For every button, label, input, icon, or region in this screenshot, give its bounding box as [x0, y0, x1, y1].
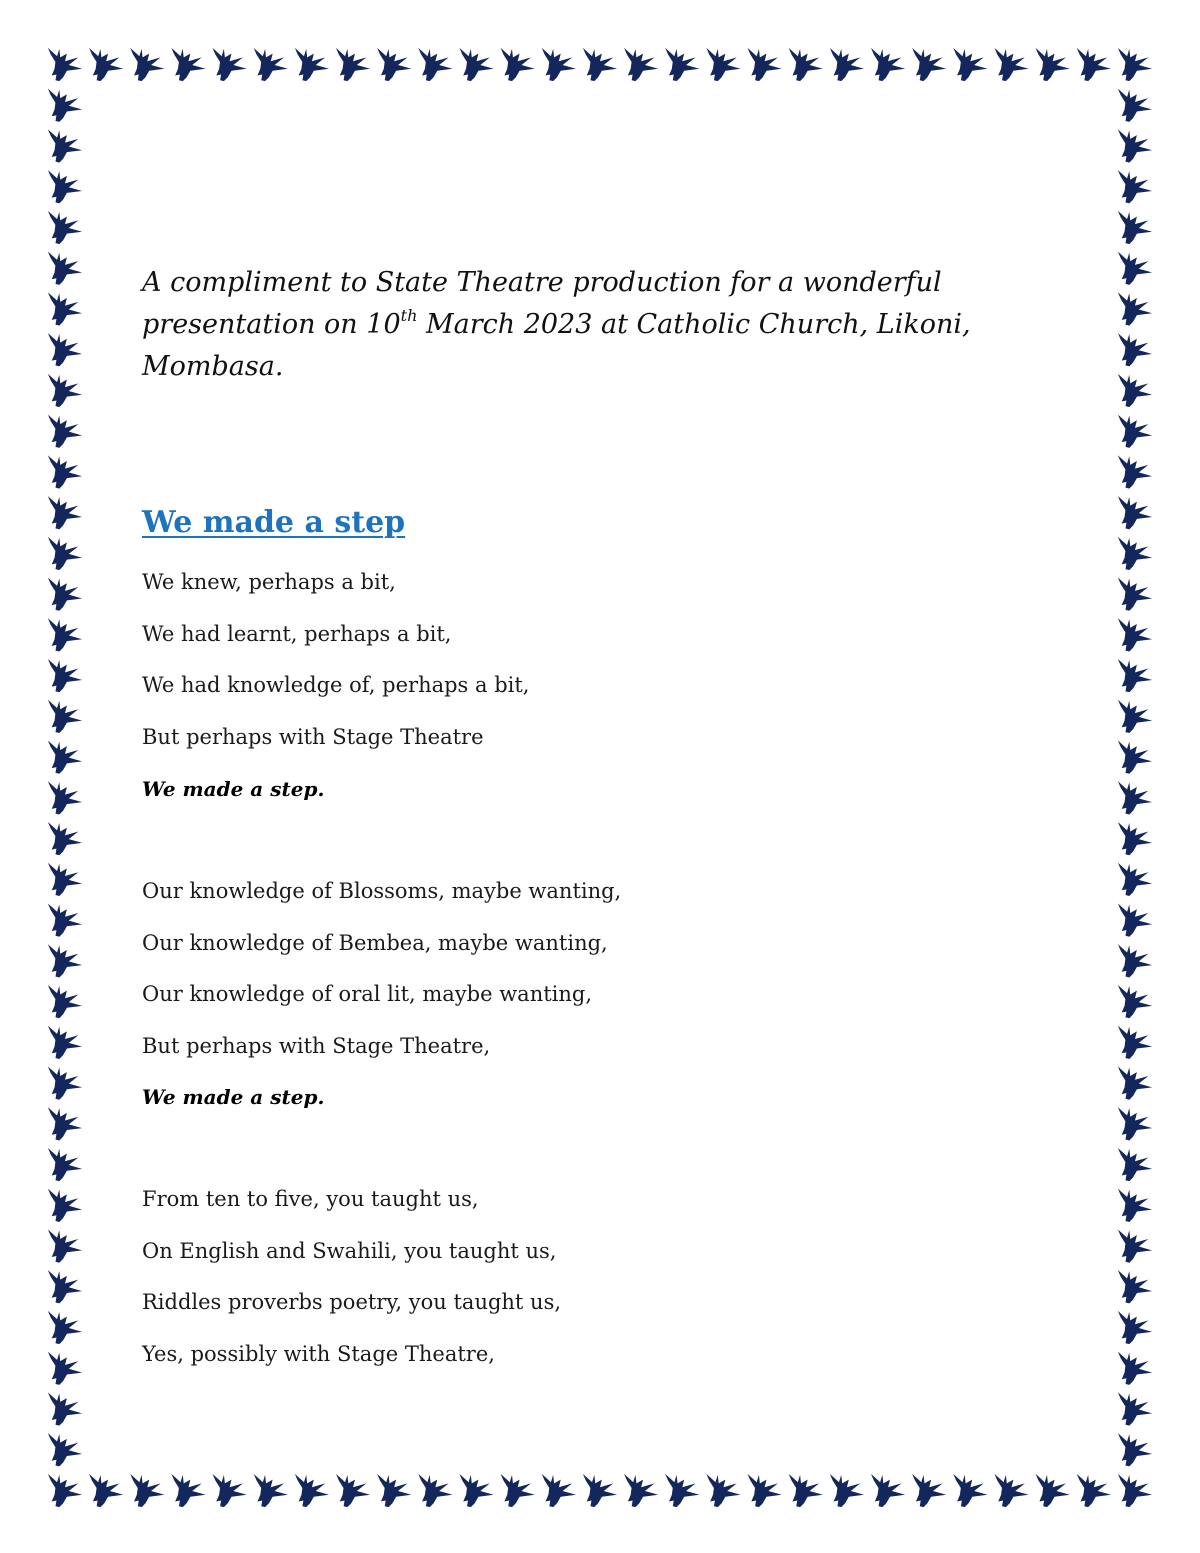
bird-icon [48, 578, 82, 611]
bird-icon [1118, 1433, 1152, 1466]
bird-icon [748, 48, 782, 81]
bird-icon [213, 1474, 247, 1507]
bird-icon [583, 48, 617, 81]
bird-icon [48, 496, 82, 529]
bird-icon [871, 48, 905, 81]
bird-icon [48, 170, 82, 203]
bird-icon [48, 455, 82, 488]
bird-icon [1118, 1026, 1152, 1059]
bird-icon [1118, 1311, 1152, 1344]
bird-icon [1118, 1270, 1152, 1303]
bird-icon [48, 129, 82, 162]
bird-icon [48, 1311, 82, 1344]
bird-icon [130, 1474, 164, 1507]
bird-icon [1118, 415, 1152, 448]
bird-icon [706, 1474, 740, 1507]
bird-icon [1118, 741, 1152, 774]
poem-line: Our knowledge of Bembea, maybe wanting, [142, 930, 608, 955]
bird-icon [953, 1474, 987, 1507]
bird-icon [48, 537, 82, 570]
bird-icon [48, 1107, 82, 1140]
bird-icon [89, 48, 123, 81]
ordinal-suffix: th [400, 306, 418, 325]
bird-icon [48, 1148, 82, 1181]
bird-icon [295, 1474, 329, 1507]
bird-icon [1118, 659, 1152, 692]
bird-icon [1118, 1107, 1152, 1140]
poem-line: Yes, possibly with Stage Theatre, [142, 1341, 495, 1366]
bird-icon [48, 618, 82, 651]
bird-icon [48, 89, 82, 122]
bird-icon [1118, 1189, 1152, 1222]
bird-icon [48, 1433, 82, 1466]
bird-icon [789, 48, 823, 81]
bird-icon [1118, 129, 1152, 162]
bird-icon [336, 48, 370, 81]
bird-icon [171, 1474, 205, 1507]
bird-icon [254, 1474, 288, 1507]
bird-icon [830, 48, 864, 81]
bird-icon [171, 48, 205, 81]
dedication-text [142, 262, 1082, 388]
bird-icon [48, 1352, 82, 1385]
bird-icon [48, 741, 82, 774]
bird-icon [48, 1392, 82, 1425]
bird-icon [1077, 48, 1111, 81]
poem-line: Our knowledge of Blossoms, maybe wanting, [142, 879, 622, 903]
bird-icon [1118, 48, 1152, 81]
bird-icon [1118, 1148, 1152, 1181]
poem-line: We knew, perhaps a bit, [142, 570, 396, 594]
bird-icon [624, 1474, 658, 1507]
bird-icon [48, 48, 82, 81]
dedication-text-part1: A compliment to State Theatre production for a wonderful presentation on 10 [142, 267, 942, 340]
bird-icon [706, 48, 740, 81]
bird-icon [48, 1474, 82, 1507]
bird-icon [1118, 374, 1152, 407]
bird-icon [1118, 292, 1152, 325]
bird-icon [48, 333, 82, 366]
refrain-1: We made a step. [142, 777, 325, 801]
bird-icon [1118, 455, 1152, 488]
bird-icon [377, 1474, 411, 1507]
stanza-2 [142, 876, 621, 1082]
bird-icon [48, 292, 82, 325]
bird-icon [48, 985, 82, 1018]
bird-icon [912, 1474, 946, 1507]
poem-line: Riddles proverbs poetry, you taught us, [142, 1290, 562, 1314]
bird-icon [994, 48, 1028, 81]
stanza-3 [142, 1184, 561, 1390]
bird-icon [48, 863, 82, 896]
bird-icon [1118, 1392, 1152, 1425]
bird-icon [48, 659, 82, 692]
bird-icon [459, 48, 493, 81]
bird-icon [130, 48, 164, 81]
poem-line: From ten to five, you taught us, [142, 1187, 479, 1211]
bird-icon [1118, 537, 1152, 570]
bird-icon [1118, 1066, 1152, 1099]
bird-icon [1118, 781, 1152, 814]
bird-icon [912, 48, 946, 81]
bird-icon [1118, 578, 1152, 611]
bird-icon [48, 822, 82, 855]
dedication-text-part2: March 2023 at Catholic Church, Likoni, Mombasa. [142, 309, 971, 382]
bird-icon [48, 1189, 82, 1222]
bird-icon [1118, 170, 1152, 203]
bird-icon [583, 1474, 617, 1507]
bird-icon [48, 374, 82, 407]
bird-icon [336, 1474, 370, 1507]
bird-icon [1118, 211, 1152, 244]
poem-line: We had learnt, perhaps a bit, [142, 621, 452, 646]
bird-icon [748, 1474, 782, 1507]
bird-icon [624, 48, 658, 81]
bird-icon [48, 1066, 82, 1099]
bird-icon [1118, 863, 1152, 896]
bird-icon [418, 48, 452, 81]
bird-icon [48, 781, 82, 814]
bird-icon [1118, 1229, 1152, 1262]
bird-icon [789, 1474, 823, 1507]
bird-icon [48, 252, 82, 285]
bird-icon [48, 211, 82, 244]
poem-line: But perhaps with Stage Theatre, [142, 1033, 491, 1058]
poem-line: But perhaps with Stage Theatre [142, 724, 484, 749]
bird-icon [501, 1474, 535, 1507]
bird-icon [459, 1474, 493, 1507]
bird-icon [213, 48, 247, 81]
bird-icon [295, 48, 329, 81]
bird-icon [1118, 1474, 1152, 1507]
bird-icon [953, 48, 987, 81]
refrain-2: We made a step. [142, 1085, 325, 1109]
bird-icon [1118, 89, 1152, 122]
bird-icon [1118, 700, 1152, 733]
bird-icon [501, 48, 535, 81]
bird-icon [48, 1026, 82, 1059]
bird-icon [1118, 1352, 1152, 1385]
poem-title: We made a step [142, 505, 406, 540]
bird-icon [1077, 1474, 1111, 1507]
bird-icon [48, 944, 82, 977]
bird-icon [871, 1474, 905, 1507]
bird-icon [1118, 252, 1152, 285]
bird-icon [1118, 944, 1152, 977]
bird-icon [48, 415, 82, 448]
bird-icon [89, 1474, 123, 1507]
bird-icon [1118, 496, 1152, 529]
bird-icon [542, 48, 576, 81]
bird-icon [48, 904, 82, 937]
bird-icon [542, 1474, 576, 1507]
bird-icon [1036, 1474, 1070, 1507]
bird-icon [994, 1474, 1028, 1507]
poem-line: Our knowledge of oral lit, maybe wanting, [142, 982, 593, 1006]
bird-icon [48, 700, 82, 733]
bird-icon [1118, 985, 1152, 1018]
bird-icon [418, 1474, 452, 1507]
poem-line: We had knowledge of, perhaps a bit, [142, 673, 530, 697]
bird-icon [1118, 822, 1152, 855]
bird-icon [830, 1474, 864, 1507]
bird-icon [1118, 904, 1152, 937]
bird-icon [48, 1229, 82, 1262]
bird-icon [377, 48, 411, 81]
bird-icon [1036, 48, 1070, 81]
bird-icon [1118, 618, 1152, 651]
stanza-1 [142, 567, 529, 773]
bird-icon [665, 48, 699, 81]
poem-line: On English and Swahili, you taught us, [142, 1238, 557, 1263]
bird-icon [48, 1270, 82, 1303]
bird-icon [665, 1474, 699, 1507]
bird-icon [1118, 333, 1152, 366]
bird-icon [254, 48, 288, 81]
